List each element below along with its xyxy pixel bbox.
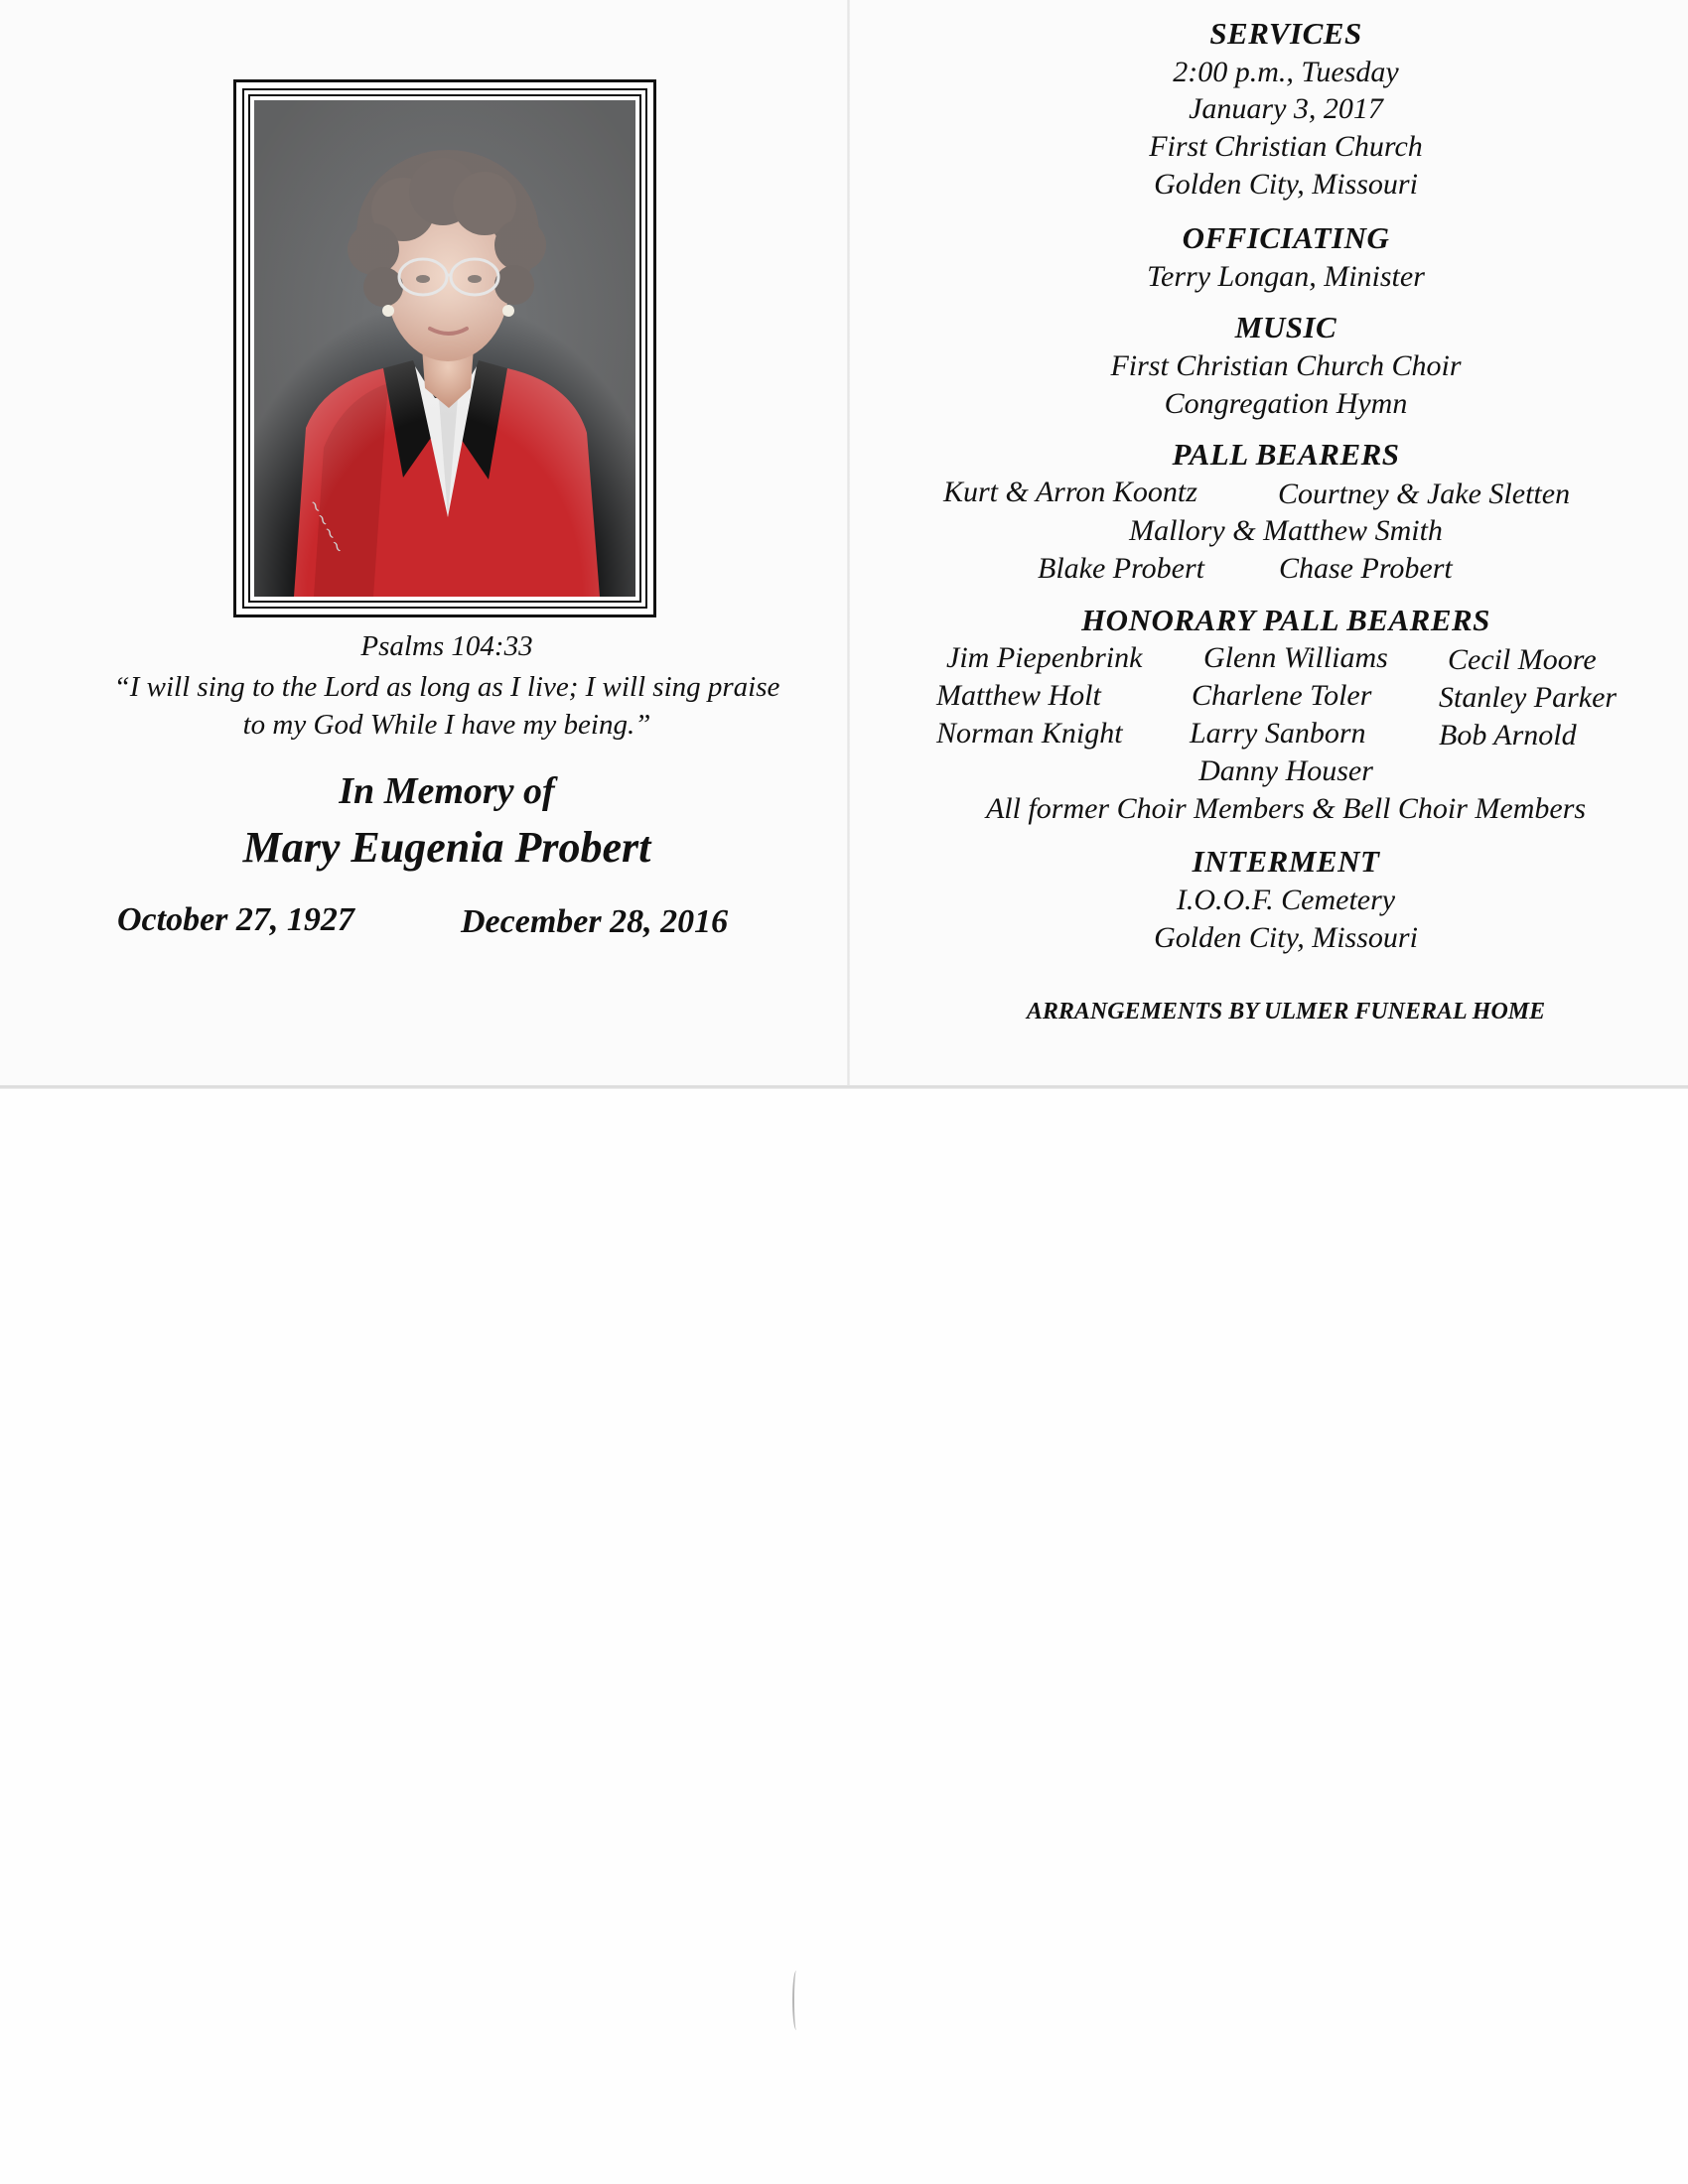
pall-bearer-name: Courtney & Jake Sletten xyxy=(1278,478,1571,510)
death-date: December 28, 2016 xyxy=(461,903,729,940)
paper-mark xyxy=(792,1971,800,2030)
services-line: First Christian Church xyxy=(1149,130,1423,163)
honorary-note: All former Choir Members & Bell Choir Members xyxy=(985,792,1587,825)
services-line: January 3, 2017 xyxy=(1189,92,1383,125)
portrait-photo xyxy=(254,100,635,597)
pall-bearer-name: Kurt & Arron Koontz xyxy=(943,476,1197,508)
scripture-reference: Psalms 104:33 xyxy=(360,630,533,662)
honorary-pall-bearer-name: Norman Knight xyxy=(936,717,1123,750)
interment-line: Golden City, Missouri xyxy=(1154,921,1418,954)
honorary-pall-bearer-name: Glenn Williams xyxy=(1203,641,1388,674)
honorary-pall-bearer-name: Danny Houser xyxy=(1198,754,1373,787)
honorary-pall-bearer-name: Charlene Toler xyxy=(1192,679,1372,712)
services-line: 2:00 p.m., Tuesday xyxy=(1173,56,1399,88)
music-line: First Christian Church Choir xyxy=(1110,349,1462,382)
pall-bearers-heading: PALL BEARERS xyxy=(1172,437,1400,472)
music-heading: MUSIC xyxy=(1234,310,1337,344)
honorary-pall-bearer-name: Cecil Moore xyxy=(1448,643,1597,676)
blank-lower-area xyxy=(0,1089,1688,2184)
services-heading: SERVICES xyxy=(1209,16,1362,51)
photographer-signature: ~~~~ xyxy=(303,495,350,559)
interment-line: I.O.O.F. Cemetery xyxy=(1176,884,1396,916)
honorary-pall-bearer-name: Matthew Holt xyxy=(936,679,1101,712)
pall-bearer-name: Blake Probert xyxy=(1038,552,1205,585)
honorary-pall-bearer-name: Stanley Parker xyxy=(1439,681,1618,714)
services-line: Golden City, Missouri xyxy=(1154,168,1418,201)
pall-bearer-name: Mallory & Matthew Smith xyxy=(1129,514,1443,547)
left-panel xyxy=(0,0,847,1087)
honorary-pall-bearers-heading: HONORARY PALL BEARERS xyxy=(1081,603,1490,637)
portrait-illustration xyxy=(254,100,635,597)
pall-bearer-name: Chase Probert xyxy=(1279,552,1453,585)
interment-heading: INTERMENT xyxy=(1192,844,1380,879)
music-line: Congregation Hymn xyxy=(1164,387,1408,420)
officiating-heading: OFFICIATING xyxy=(1182,220,1390,255)
portrait-frame xyxy=(233,79,656,617)
scripture-quote: “I will sing to the Lord as long as I live; I will sing praise to my God While I have my being.” xyxy=(113,671,780,741)
arrangements-line: ARRANGEMENTS BY ULMER FUNERAL HOME xyxy=(1026,999,1546,1024)
birth-date: October 27, 1927 xyxy=(117,901,354,938)
officiating-line: Terry Longan, Minister xyxy=(1147,260,1425,293)
memory-heading: In Memory of xyxy=(339,770,555,812)
deceased-name: Mary Eugenia Probert xyxy=(242,823,651,872)
honorary-pall-bearer-name: Larry Sanborn xyxy=(1190,717,1366,750)
honorary-pall-bearer-name: Jim Piepenbrink xyxy=(946,641,1143,674)
honorary-pall-bearer-name: Bob Arnold xyxy=(1439,719,1577,751)
